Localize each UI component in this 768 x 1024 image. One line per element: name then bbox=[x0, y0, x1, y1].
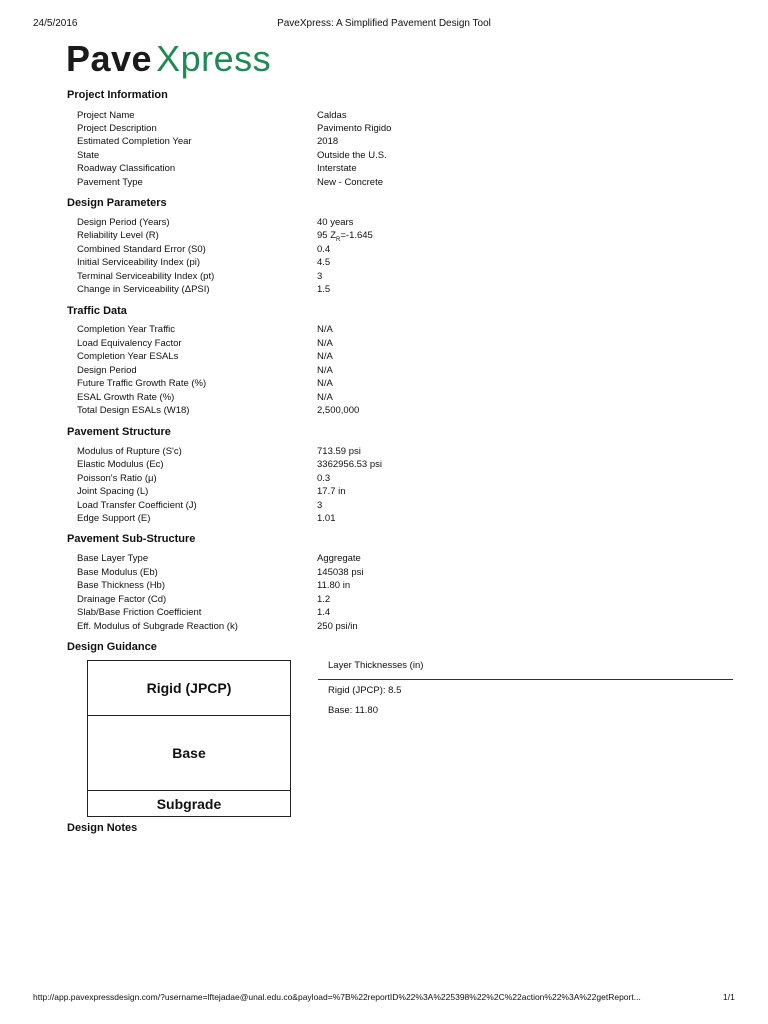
reliability-value-suffix: =-1.645 bbox=[340, 230, 373, 241]
row-label: State bbox=[77, 150, 100, 161]
row-design-period bbox=[77, 217, 737, 230]
row-label: Terminal Serviceability Index (pt) bbox=[77, 271, 215, 282]
row-value: Pavimento Rigido bbox=[317, 123, 392, 134]
row-label: Design Period (Years) bbox=[77, 217, 170, 228]
row-base-layer-type bbox=[77, 553, 737, 566]
row-label: Drainage Factor (Cd) bbox=[77, 594, 167, 605]
section-pavement-structure: Pavement Structure bbox=[67, 426, 171, 438]
header-title: PaveXpress: A Simplified Pavement Design Tool bbox=[277, 18, 491, 29]
row-value: N/A bbox=[317, 378, 333, 389]
row-value: N/A bbox=[317, 392, 333, 403]
row-subgrade-reaction bbox=[77, 621, 737, 634]
section-design-notes: Design Notes bbox=[67, 822, 138, 834]
row-value: N/A bbox=[317, 365, 333, 376]
row-label: Base Layer Type bbox=[77, 553, 149, 564]
layer-rigid: Rigid (JPCP) bbox=[88, 661, 290, 716]
layer-thickness-divider bbox=[318, 679, 733, 680]
row-value: 2018 bbox=[317, 136, 339, 147]
layer-diagram bbox=[87, 660, 291, 817]
row-load-equivalency bbox=[77, 338, 737, 351]
row-label: Project Description bbox=[77, 123, 157, 134]
row-value: 40 years bbox=[317, 217, 354, 228]
section-pavement-substructure: Pavement Sub-Structure bbox=[67, 533, 196, 545]
layer-base: Base bbox=[88, 716, 290, 791]
row-label: Base Modulus (Eb) bbox=[77, 567, 158, 578]
row-value: New - Concrete bbox=[317, 177, 383, 188]
row-value: 3362956.53 psi bbox=[317, 459, 382, 470]
row-label: Load Transfer Coefficient (J) bbox=[77, 500, 197, 511]
row-label: Modulus of Rupture (S'c) bbox=[77, 446, 182, 457]
row-drainage-factor bbox=[77, 594, 737, 607]
row-label: Change in Serviceability (ΔPSI) bbox=[77, 284, 210, 295]
header-date: 24/5/2016 bbox=[33, 18, 78, 29]
row-label: ESAL Growth Rate (%) bbox=[77, 392, 175, 403]
row-value: 1.5 bbox=[317, 284, 331, 295]
row-traffic-design-period bbox=[77, 365, 737, 378]
section-project-information: Project Information bbox=[67, 89, 168, 101]
row-label: Completion Year ESALs bbox=[77, 351, 179, 362]
row-base-thickness bbox=[77, 580, 737, 593]
row-modulus-rupture bbox=[77, 446, 737, 459]
row-label: Eff. Modulus of Subgrade Reaction (k) bbox=[77, 621, 238, 632]
row-joint-spacing bbox=[77, 486, 737, 499]
row-value: 4.5 bbox=[317, 257, 331, 268]
reliability-value: 95 Z bbox=[317, 230, 337, 241]
logo-xpress: Xpress bbox=[156, 38, 272, 79]
row-roadway-classification bbox=[77, 163, 737, 176]
row-label: Completion Year Traffic bbox=[77, 324, 176, 335]
row-label: Pavement Type bbox=[77, 177, 143, 188]
row-label: Slab/Base Friction Coefficient bbox=[77, 607, 202, 618]
row-value: N/A bbox=[317, 351, 333, 362]
row-label: Load Equivalency Factor bbox=[77, 338, 182, 349]
row-label: Total Design ESALs (W18) bbox=[77, 405, 190, 416]
row-value: 11.80 in bbox=[317, 580, 351, 591]
row-pavement-type bbox=[77, 177, 737, 190]
row-value: 3 bbox=[317, 271, 323, 282]
row-value bbox=[317, 230, 373, 243]
reliability-subscript: R bbox=[336, 236, 341, 243]
row-label: Reliability Level (R) bbox=[77, 230, 159, 241]
row-value: Outside the U.S. bbox=[317, 150, 387, 161]
row-initial-serviceability bbox=[77, 257, 737, 270]
row-standard-error bbox=[77, 244, 737, 257]
thickness-base: Base: 11.80 bbox=[328, 705, 379, 716]
row-traffic-growth-rate bbox=[77, 378, 737, 391]
row-label: Estimated Completion Year bbox=[77, 136, 192, 147]
row-value: Aggregate bbox=[317, 553, 361, 564]
row-elastic-modulus bbox=[77, 459, 737, 472]
row-value: Interstate bbox=[317, 163, 357, 174]
section-traffic-data: Traffic Data bbox=[67, 305, 127, 317]
row-value: 1.01 bbox=[317, 513, 336, 524]
row-total-design-esals bbox=[77, 405, 737, 418]
row-value: 17.7 in bbox=[317, 486, 346, 497]
pavexpress-logo bbox=[66, 38, 271, 80]
logo-pave: Pave bbox=[66, 38, 153, 79]
row-label: Poisson's Ratio (μ) bbox=[77, 473, 157, 484]
row-esal-growth-rate bbox=[77, 392, 737, 405]
row-label: Elastic Modulus (Ec) bbox=[77, 459, 164, 470]
row-label: Future Traffic Growth Rate (%) bbox=[77, 378, 207, 389]
layer-thickness-title: Layer Thicknesses (in) bbox=[328, 660, 424, 671]
thickness-rigid: Rigid (JPCP): 8.5 bbox=[328, 685, 402, 696]
row-completion-year-traffic bbox=[77, 324, 737, 337]
row-value: 250 psi/in bbox=[317, 621, 358, 632]
row-value: 1.2 bbox=[317, 594, 331, 605]
row-poissons-ratio bbox=[77, 473, 737, 486]
row-value: N/A bbox=[317, 324, 333, 335]
row-load-transfer bbox=[77, 500, 737, 513]
row-label: Initial Serviceability Index (pi) bbox=[77, 257, 201, 268]
row-reliability-level bbox=[77, 230, 737, 243]
row-value: 1.4 bbox=[317, 607, 331, 618]
row-value: 0.3 bbox=[317, 473, 331, 484]
row-change-serviceability bbox=[77, 284, 737, 297]
row-value: N/A bbox=[317, 338, 333, 349]
row-project-name bbox=[77, 110, 737, 123]
row-value: 3 bbox=[317, 500, 323, 511]
row-value: 0.4 bbox=[317, 244, 331, 255]
row-value: 713.59 psi bbox=[317, 446, 361, 457]
row-label: Roadway Classification bbox=[77, 163, 176, 174]
row-terminal-serviceability bbox=[77, 271, 737, 284]
row-value: 145038 psi bbox=[317, 567, 364, 578]
row-label: Design Period bbox=[77, 365, 137, 376]
row-project-description bbox=[77, 123, 737, 136]
row-value: Caldas bbox=[317, 110, 347, 121]
row-edge-support bbox=[77, 513, 737, 526]
row-label: Project Name bbox=[77, 110, 135, 121]
layer-subgrade: Subgrade bbox=[156, 795, 222, 812]
row-friction-coefficient bbox=[77, 607, 737, 620]
row-label: Edge Support (E) bbox=[77, 513, 151, 524]
row-state bbox=[77, 150, 737, 163]
row-value: 2,500,000 bbox=[317, 405, 360, 416]
row-completion-year-esals bbox=[77, 351, 737, 364]
row-base-modulus bbox=[77, 567, 737, 580]
row-completion-year bbox=[77, 136, 737, 149]
row-label: Base Thickness (Hb) bbox=[77, 580, 165, 591]
footer-url: http://app.pavexpressdesign.com/?username=lftejadae@unal.edu.co&payload=%7B%22reportID%22%3A%225398%22%2C%22action%22%3A%22getReport... bbox=[33, 992, 641, 1002]
section-design-guidance: Design Guidance bbox=[67, 641, 157, 653]
row-label: Combined Standard Error (S0) bbox=[77, 244, 206, 255]
section-design-parameters: Design Parameters bbox=[67, 197, 167, 209]
footer-page-number: 1/1 bbox=[723, 992, 735, 1002]
row-label: Joint Spacing (L) bbox=[77, 486, 149, 497]
